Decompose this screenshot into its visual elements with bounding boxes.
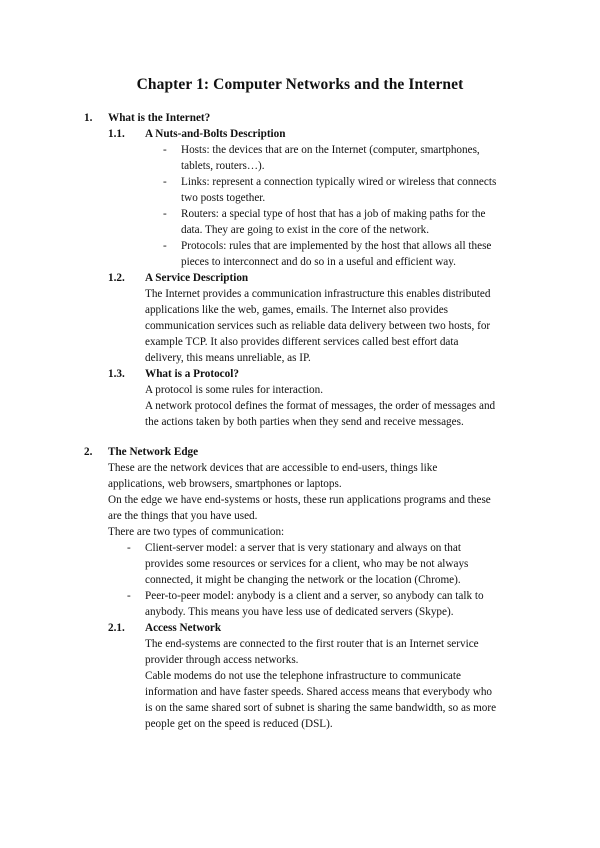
- bullet-p2p-line-1: Peer-to-peer model: anybody is a client and a server, so anybody can talk to: [145, 590, 484, 602]
- paragraph-line: applications like the web, games, emails. The Internet also provides: [145, 304, 449, 316]
- bullet-dash: -: [163, 144, 167, 156]
- bullet-dash: -: [127, 590, 131, 602]
- bullet-protocols-line-2: pieces to interconnect and do so in a useful and efficient way.: [181, 256, 456, 268]
- paragraph-line: These are the network devices that are accessible to end-users, things like: [108, 462, 438, 474]
- bullet-links-line-1: Links: represent a connection typically wired or wireless that connects: [181, 176, 497, 188]
- paragraph-line: communication services such as reliable data delivery between two hosts, for: [145, 320, 491, 332]
- bullet-dash: -: [163, 176, 167, 188]
- subsection-2-1-number: 2.1.: [108, 622, 125, 634]
- paragraph-line: the actions taken by both parties when they send and receive messages.: [145, 416, 464, 428]
- subsection-1-1-number: 1.1.: [108, 128, 125, 140]
- bullet-client-server-line-1: Client-server model: a server that is very stationary and always on that: [145, 542, 461, 554]
- bullet-routers-line-1: Routers: a special type of host that has a job of making paths for the: [181, 208, 486, 220]
- bullet-hosts-line-1: Hosts: the devices that are on the Internet (computer, smartphones,: [181, 144, 480, 156]
- paragraph-line: The end-systems are connected to the first router that is an Internet service: [145, 638, 479, 650]
- subsection-1-1-title: A Nuts-and-Bolts Description: [145, 128, 286, 140]
- bullet-dash: -: [163, 240, 167, 252]
- paragraph-line: A network protocol defines the format of messages, the order of messages and: [145, 400, 496, 412]
- subsection-1-2-title: A Service Description: [145, 272, 249, 284]
- subsection-1-3-title: What is a Protocol?: [145, 368, 239, 380]
- paragraph-line: people get on the speed is reduced (DSL).: [145, 718, 333, 730]
- bullet-dash: -: [163, 208, 167, 220]
- bullet-routers-line-2: data. They are going to exist in the core of the network.: [181, 224, 430, 236]
- paragraph-line: is on the same shared sort of subnet is sharing the same bandwidth, so as more: [145, 702, 497, 714]
- section-1-number: 1.: [84, 112, 93, 124]
- bullet-client-server-line-2: provides some resources or services for a client, who may be not always: [145, 558, 469, 570]
- paragraph-line: are the things that you have used.: [108, 510, 258, 522]
- paragraph-line: The Internet provides a communication infrastructure this enables distributed: [145, 288, 491, 300]
- paragraph-line: delivery, this means unreliable, as IP.: [145, 352, 311, 364]
- bullet-links-line-2: two posts together.: [181, 192, 266, 204]
- bullet-client-server-line-3: connected, it might be changing the network or the location (Chrome).: [145, 574, 461, 586]
- paragraph-line: information and have faster speeds. Shared access means that everybody who: [145, 686, 493, 698]
- paragraph-line: example TCP. It also provides different services called best effort data: [145, 336, 459, 348]
- subsection-2-1-title: Access Network: [145, 622, 222, 634]
- bullet-p2p-line-2: anybody. This means you have less use of dedicated servers (Skype).: [145, 606, 454, 618]
- bullet-protocols-line-1: Protocols: rules that are implemented by the host that allows all these: [181, 240, 492, 252]
- section-2-title: The Network Edge: [108, 446, 199, 458]
- section-1-title: What is the Internet?: [108, 112, 211, 124]
- bullet-dash: -: [127, 542, 131, 554]
- paragraph-line: A protocol is some rules for interaction.: [145, 384, 324, 396]
- paragraph-line: applications, web browsers, smartphones or laptops.: [108, 478, 342, 490]
- chapter-title: Chapter 1: Computer Networks and the Internet: [136, 76, 464, 93]
- subsection-1-3-number: 1.3.: [108, 368, 125, 380]
- paragraph-line: provider through access networks.: [145, 654, 299, 666]
- subsection-1-2-number: 1.2.: [108, 272, 125, 284]
- section-2-number: 2.: [84, 446, 93, 458]
- bullet-hosts-line-2: tablets, routers…).: [181, 160, 265, 172]
- paragraph-line: There are two types of communication:: [108, 526, 285, 538]
- paragraph-line: Cable modems do not use the telephone infrastructure to communicate: [145, 670, 461, 682]
- paragraph-line: On the edge we have end-systems or hosts, these run applications programs and these: [108, 494, 491, 506]
